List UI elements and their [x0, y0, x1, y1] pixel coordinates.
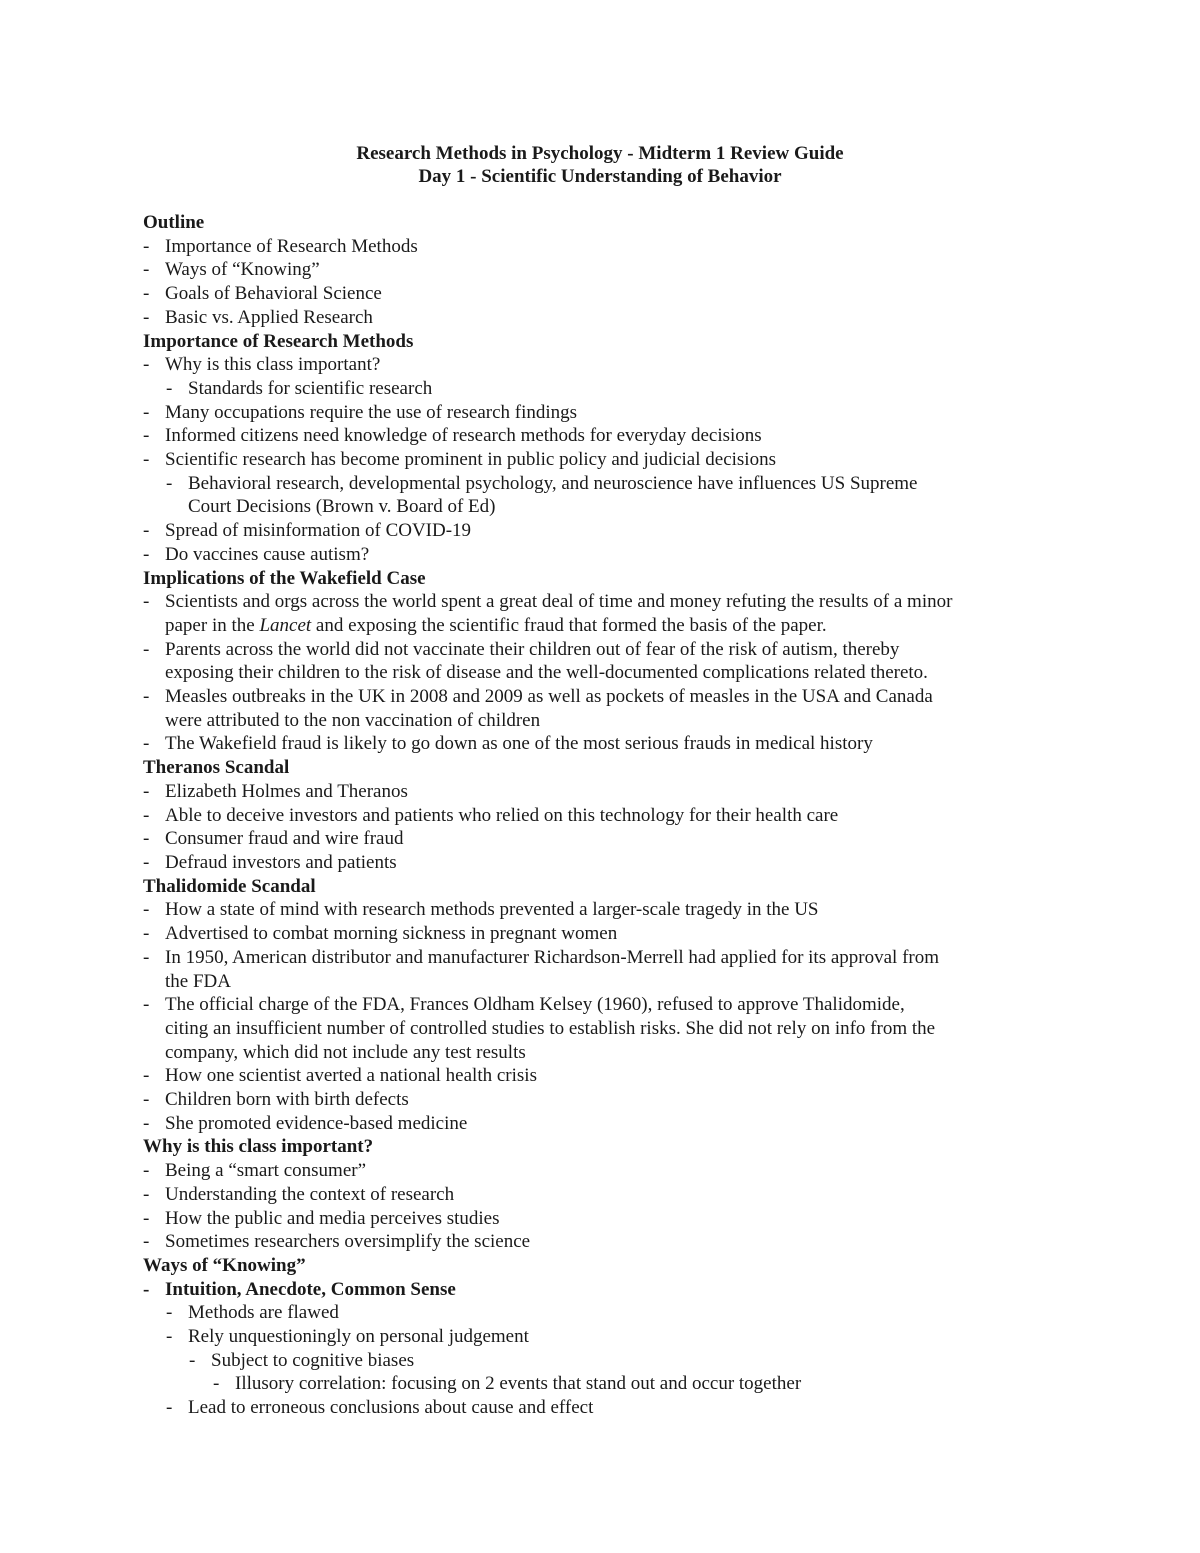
- bullet-dash: -: [143, 401, 150, 423]
- list-item: - Rely unquestioningly on personal judgement: [166, 1326, 529, 1348]
- bullet-dash: -: [189, 1349, 196, 1371]
- list-item: - Consumer fraud and wire fraud: [143, 828, 404, 850]
- list-item-continuation: citing an insufficient number of controlled studies to establish risks. She did not rely on info from the: [165, 1017, 936, 1039]
- document-subtitle: Day 1 - Scientific Understanding of Behavior: [418, 166, 782, 187]
- document-body: [143, 211, 1083, 1420]
- list-item: - Importance of Research Methods: [143, 235, 418, 257]
- bullet-dash: -: [213, 1373, 220, 1395]
- list-item: - Scientific research has become prominent in public policy and judicial decisions: [143, 449, 776, 471]
- bullet-dash: -: [143, 1278, 150, 1300]
- section-heading-why: Why is this class important?: [143, 1136, 374, 1158]
- bullet-dash: -: [143, 449, 150, 471]
- bullet-dash: -: [143, 591, 150, 613]
- bullet-dash: -: [143, 1207, 150, 1229]
- section-heading-outline: Outline: [143, 212, 205, 233]
- bullet-dash: -: [166, 377, 173, 399]
- list-item: - Sometimes researchers oversimplify the science: [143, 1231, 531, 1253]
- list-item: - In 1950, American distributor and manufacturer Richardson-Merrell had applied for its approval from: [143, 946, 940, 968]
- bullet-dash: -: [143, 946, 150, 968]
- section-heading-thalidomide: Thalidomide Scandal: [143, 875, 316, 897]
- bullet-dash: -: [143, 354, 150, 376]
- bullet-dash: -: [143, 804, 150, 826]
- bullet-dash: -: [143, 520, 150, 542]
- list-item: - Lead to erroneous conclusions about cause and effect: [166, 1397, 594, 1419]
- bullet-dash: -: [143, 1089, 150, 1111]
- bullet-dash: -: [143, 283, 150, 305]
- bullet-dash: -: [143, 994, 150, 1016]
- bullet-dash: -: [143, 780, 150, 802]
- bullet-dash: -: [143, 638, 150, 660]
- bullet-dash: -: [143, 543, 150, 565]
- list-item: - The Wakefield fraud is likely to go down as one of the most serious frauds in medical history: [143, 733, 873, 755]
- list-item: - Goals of Behavioral Science: [143, 283, 382, 305]
- bullet-dash: -: [166, 472, 173, 494]
- list-item-continuation: were attributed to the non vaccination of children: [165, 709, 541, 731]
- list-item: - Spread of misinformation of COVID-19: [143, 520, 472, 542]
- bullet-dash: -: [143, 1160, 150, 1182]
- list-item: - Able to deceive investors and patients who relied on this technology for their health care: [143, 804, 839, 826]
- list-item: - Standards for scientific research: [166, 377, 433, 399]
- bullet-dash: -: [143, 1183, 150, 1205]
- list-item-continuation: paper in the Lancet and exposing the scientific fraud that formed the basis of the paper.: [165, 614, 827, 636]
- list-item: - Do vaccines cause autism?: [143, 543, 370, 565]
- list-item: - Defraud investors and patients: [143, 851, 397, 873]
- bullet-dash: -: [143, 733, 150, 755]
- document-title: Research Methods in Psychology - Midterm 1 Review Guide: [356, 143, 844, 164]
- list-item: - Illusory correlation: focusing on 2 events that stand out and occur together: [213, 1373, 802, 1395]
- list-item-continuation: exposing their children to the risk of disease and the well-documented complications related thereto.: [165, 662, 928, 684]
- section-heading-ways: Ways of “Knowing”: [143, 1254, 306, 1276]
- list-item: - How the public and media perceives studies: [143, 1207, 500, 1229]
- list-item: - Basic vs. Applied Research: [143, 306, 373, 328]
- list-item: - Many occupations require the use of research findings: [143, 401, 578, 423]
- bullet-dash: -: [166, 1302, 173, 1324]
- list-item: - Being a “smart consumer”: [143, 1160, 367, 1182]
- list-item: - Methods are flawed: [166, 1302, 339, 1324]
- list-item: - Why is this class important?: [143, 354, 381, 376]
- list-item: - How one scientist averted a national health crisis: [143, 1065, 537, 1087]
- list-item: - Elizabeth Holmes and Theranos: [143, 780, 408, 802]
- bullet-dash: -: [143, 259, 150, 281]
- bullet-dash: -: [143, 923, 150, 945]
- bullet-dash: -: [143, 828, 150, 850]
- bullet-dash: -: [143, 1231, 150, 1253]
- bullet-dash: -: [166, 1397, 173, 1419]
- bullet-dash: -: [143, 899, 150, 921]
- list-item: - Subject to cognitive biases: [189, 1349, 415, 1371]
- bullet-dash: -: [143, 1112, 150, 1134]
- list-item-continuation: Court Decisions (Brown v. Board of Ed): [188, 496, 496, 518]
- bullet-dash: -: [143, 306, 150, 328]
- list-item: - Behavioral research, developmental psychology, and neuroscience have influences US Supreme: [166, 472, 918, 494]
- list-item: - Children born with birth defects: [143, 1089, 409, 1111]
- list-item-continuation: the FDA: [165, 970, 231, 992]
- list-item: - Ways of “Knowing”: [143, 259, 320, 281]
- list-item: - How a state of mind with research methods prevented a larger-scale tragedy in the US: [143, 899, 819, 921]
- list-item-continuation: company, which did not include any test results: [165, 1041, 526, 1063]
- list-item: - Understanding the context of research: [143, 1183, 455, 1205]
- section-heading-theranos: Theranos Scandal: [143, 757, 290, 779]
- list-item: - She promoted evidence-based medicine: [143, 1112, 468, 1134]
- bullet-dash: -: [143, 851, 150, 873]
- bullet-dash: -: [143, 235, 150, 257]
- list-item: - Intuition, Anecdote, Common Sense: [143, 1278, 456, 1300]
- list-item: - Advertised to combat morning sickness in pregnant women: [143, 923, 618, 945]
- list-item: - The official charge of the FDA, Frances Oldham Kelsey (1960), refused to approve Thalidomide,: [143, 994, 905, 1016]
- list-item: - Informed citizens need knowledge of research methods for everyday decisions: [143, 425, 762, 447]
- journal-name-italic: Lancet: [259, 614, 312, 636]
- bullet-dash: -: [143, 425, 150, 447]
- list-item: - Measles outbreaks in the UK in 2008 and 2009 as well as pockets of measles in the USA and Canada: [143, 686, 933, 708]
- list-item: - Parents across the world did not vaccinate their children out of fear of the risk of autism, thereby: [143, 638, 900, 660]
- section-heading-importance: Importance of Research Methods: [143, 330, 414, 352]
- bullet-dash: -: [143, 1065, 150, 1087]
- section-heading-wakefield: Implications of the Wakefield Case: [143, 567, 426, 589]
- bullet-dash: -: [143, 686, 150, 708]
- bullet-dash: -: [166, 1326, 173, 1348]
- list-item: - Scientists and orgs across the world spent a great deal of time and money refuting the results of a minor: [143, 591, 953, 613]
